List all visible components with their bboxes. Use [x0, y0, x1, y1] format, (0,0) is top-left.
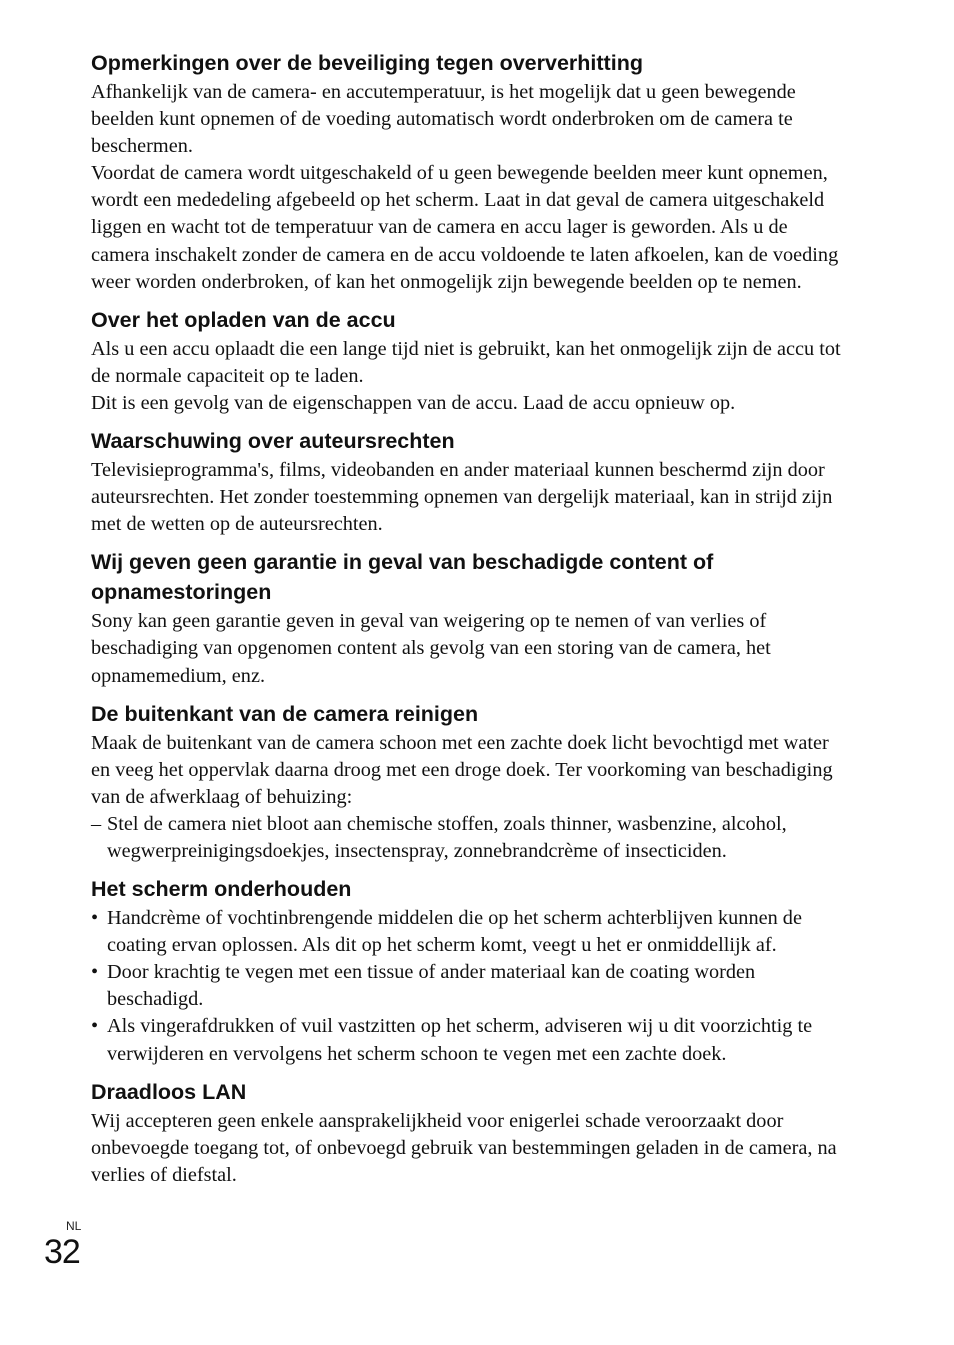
section-paragraph: Afhankelijk van de camera- en accutemperatuur, is het mogelijk dat u geen bewegende beelden kunt opnemen of de voeding automatisch wordt onderbroken om de camera te beschermen.: [91, 81, 796, 158]
section-overheating: [91, 48, 843, 296]
dash-item-text: Stel de camera niet bloot aan chemische stoffen, zoals thinner, wasbenzine, alcohol, wegwerpreinigingsdoekjes, insectenspray, zonnebrandcrème of insecticiden.: [107, 812, 787, 862]
section-guarantee: [91, 547, 843, 689]
bullet-list-item: [91, 959, 843, 1013]
section-cleaning: [91, 699, 843, 865]
section-heading: Het scherm onderhouden: [91, 877, 352, 902]
section-paragraph: Wij accepteren geen enkele aansprakelijkheid voor enigerlei schade veroorzaakt door onbevoegde toegang tot, of onbevoegd gebruik van bestemmingen geladen in de camera, na verlies of diefstal.: [91, 1109, 837, 1186]
page-number: 32: [44, 1233, 80, 1271]
section-paragraph: Sony kan geen garantie geven in geval van weigering op te nemen of van verlies of beschadiging van opgenomen content als gevolg van een storing van de camera, het opnamemedium, enz.: [91, 610, 771, 687]
section-paragraph: Als u een accu oplaadt die een lange tijd niet is gebruikt, kan het onmogelijk zijn de accu tot de normale capaciteit op te laden.: [91, 337, 841, 387]
section-paragraph: Voordat de camera wordt uitgeschakeld of u geen bewegende beelden meer kunt opnemen, wordt een mededeling afgebeeld op het scherm. Laat in dat geval de camera uitgeschakeld liggen en wacht tot de temperatuur van de camera en accu lager is geworden. Als u de camera inschakelt zonder de camera en de accu voldoende te laten afkoelen, kan de voeding weer worden onderbroken, of kan het onmogelijk zijn bewegende beelden op te nemen.: [91, 162, 839, 293]
section-heading: Over het opladen van de accu: [91, 307, 396, 332]
bullet-marker: •: [91, 1015, 99, 1038]
section-copyright: [91, 426, 843, 538]
bullet-list-item: [91, 905, 843, 959]
section-heading: Wij geven geen garantie in geval van beschadigde content of opnamestoringen: [91, 550, 714, 605]
dash-list-item: [91, 811, 843, 865]
bullet-list-item: [91, 1013, 843, 1067]
section-paragraph: Maak de buitenkant van de camera schoon met een zachte doek licht bevochtigd met water en veeg het oppervlak daarna droog met een droge doek. Ter voorkoming van beschadiging van de afwerklaag of behuizing:: [91, 731, 833, 808]
page-content: [91, 48, 843, 1198]
section-paragraph: Dit is een gevolg van de eigenschappen van de accu. Laad de accu opnieuw op.: [91, 391, 736, 414]
bullet-item-text: Handcrème of vochtinbrengende middelen die op het scherm achterblijven kunnen de coating ervan oplossen. Als dit op het scherm komt, veegt u het er onmiddellijk af.: [107, 907, 802, 957]
section-heading: Opmerkingen over de beveiliging tegen oververhitting: [91, 51, 643, 75]
dash-marker: –: [91, 812, 102, 835]
section-paragraph: Televisieprogramma's, films, videobanden en ander materiaal kunnen beschermd zijn door auteursrechten. Het zonder toestemming opnemen van dergelijk materiaal, kan in strijd zijn met de wetten op de auteursrechten.: [91, 459, 833, 536]
section-charging: [91, 305, 843, 417]
section-screen-care: [91, 874, 843, 1068]
bullet-item-text: Door krachtig te vegen met een tissue of ander materiaal kan de coating worden beschadigd.: [107, 961, 756, 1011]
bullet-marker: •: [91, 907, 99, 930]
section-wireless-lan: [91, 1077, 843, 1189]
section-heading: Waarschuwing over auteursrechten: [91, 429, 455, 454]
page-language-code: NL: [66, 1219, 82, 1233]
bullet-item-text: Als vingerafdrukken of vuil vastzitten op het scherm, adviseren wij u dit voorzichtig te verwijderen en vervolgens het scherm schoon te vegen met een zachte doek.: [107, 1015, 813, 1065]
bullet-marker: •: [91, 961, 99, 984]
section-heading: Draadloos LAN: [91, 1079, 247, 1104]
section-heading: De buitenkant van de camera reinigen: [91, 701, 479, 726]
